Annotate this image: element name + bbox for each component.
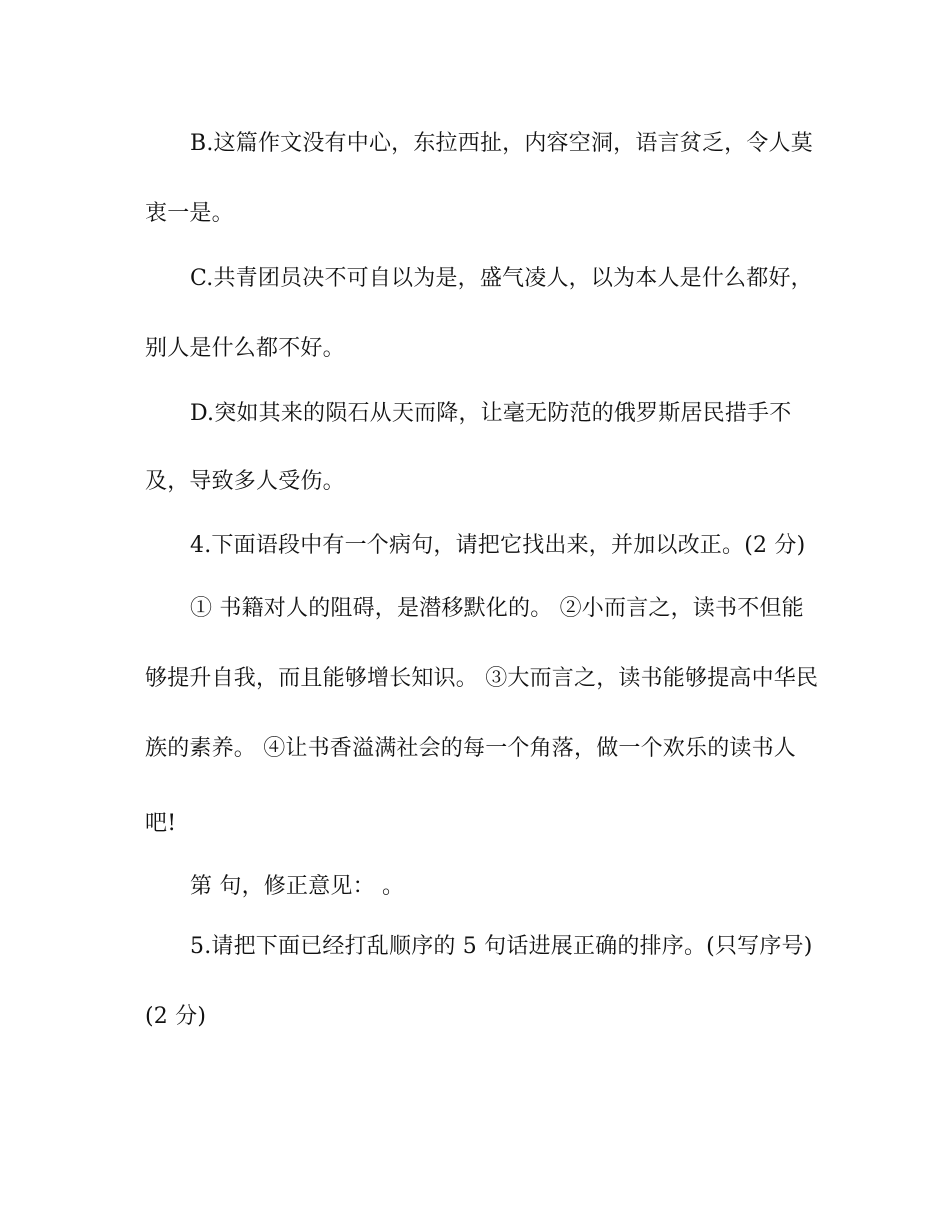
question-5-heading: 5.请把下面已经打乱顺序的 5 句话进展正确的排序。(只写序号) — [190, 934, 813, 959]
option-c-line-1: C.共青团员决不可自以为是，盛气凌人，以为本人是什么都好， — [190, 266, 813, 291]
option-c-line-2: 别人是什么都不好。 — [145, 336, 345, 361]
passage-line-3: 族的素养。 ④让书香溢满社会的每一个角落，做一个欢乐的读书人 — [145, 736, 796, 761]
option-b-line-2: 衷一是。 — [145, 201, 234, 226]
answer-line: 第 句，修正意见： 。 — [190, 874, 405, 899]
passage-line-4: 吧! — [145, 811, 177, 836]
question-4-heading: 4.下面语段中有一个病句，请把它找出来，并加以改正。(2 分) — [190, 533, 806, 558]
question-5-score: (2 分) — [145, 1004, 207, 1029]
option-d-line-1: D.突如其来的陨石从天而降，让毫无防范的俄罗斯居民措手不 — [190, 401, 792, 426]
option-b-line-1: B.这篇作文没有中心，东拉西扯，内容空洞，语言贫乏，令人莫 — [190, 131, 813, 156]
option-d-line-2: 及，导致多人受伤。 — [145, 469, 345, 494]
passage-line-2: 够提升自我，而且能够增长知识。 ③大而言之，读书能够提高中华民 — [145, 666, 819, 691]
passage-line-1: ① 书籍对人的阻碍，是潜移默化的。 ②小而言之，读书不但能 — [190, 596, 804, 621]
